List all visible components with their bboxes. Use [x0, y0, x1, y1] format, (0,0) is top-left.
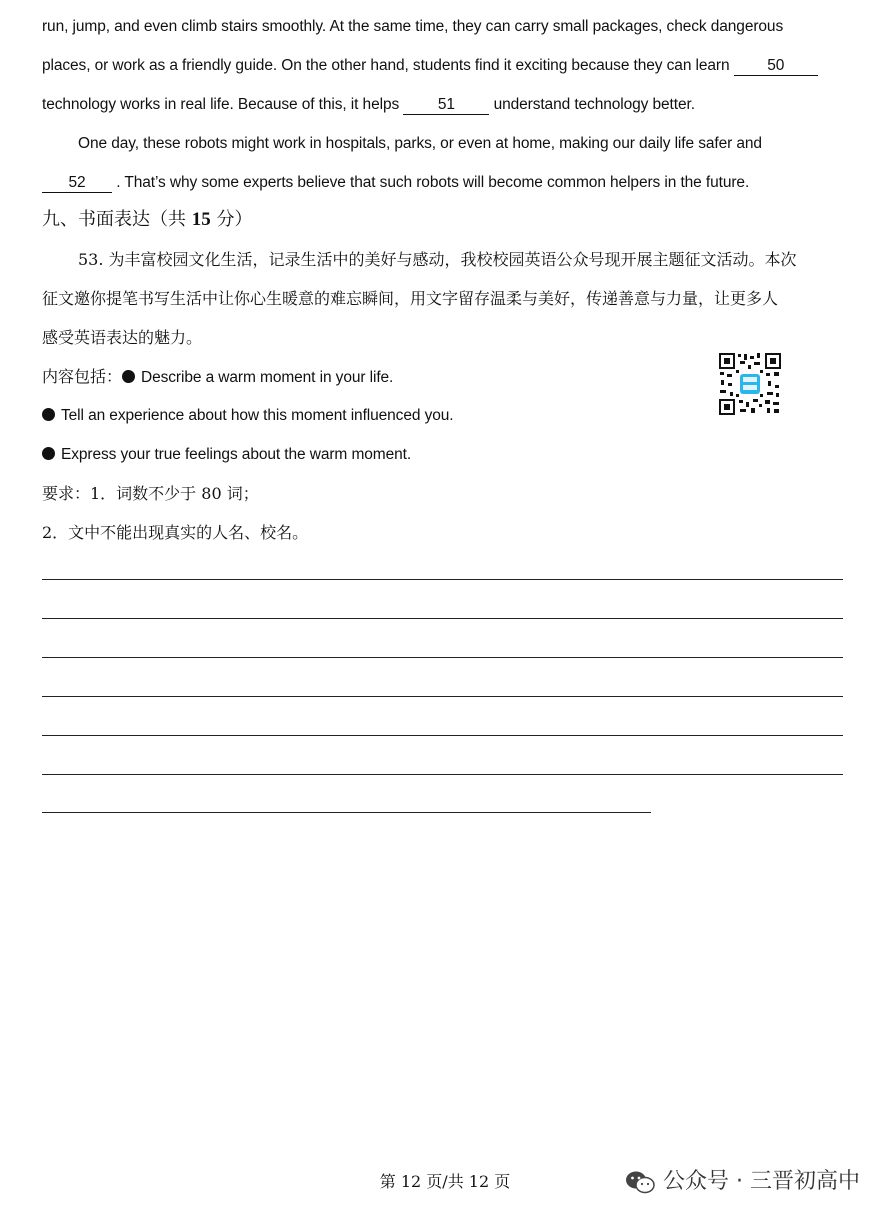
task-text: 征文邀你提笔书写生活中让你心生暖意的难忘瞬间，用文字留存温柔与美好，传递善意与力量，让更多人 — [42, 289, 779, 308]
bullet-text: Express your true feelings about the warm moment. — [61, 446, 412, 463]
passage-line-5 — [42, 173, 749, 193]
bullet-icon — [42, 408, 55, 421]
passage-line-3 — [42, 95, 695, 115]
content-line-1 — [42, 367, 393, 388]
section-heading — [42, 208, 252, 232]
passage-line-1 — [42, 17, 783, 37]
section-score: 15 — [191, 209, 211, 230]
task-line-1 — [78, 250, 797, 270]
section-title: 分） — [216, 209, 253, 230]
blank-52 — [42, 174, 112, 193]
bullet-text: Tell an experience about how this moment influenced you. — [61, 407, 454, 424]
requirement-text: 2．文中不能出现真实的人名、校名。 — [42, 523, 309, 542]
answer-line — [42, 618, 843, 619]
bullet-text: Describe a warm moment in your life. — [141, 369, 394, 386]
blank-number: 50 — [767, 57, 785, 74]
blank-51 — [403, 96, 489, 115]
content-line-2 — [42, 406, 453, 426]
requirement-1 — [42, 484, 259, 504]
passage-text: run, jump, and even climb stairs smoothly. At the same time, they can carry small packages, check dangerous — [42, 18, 784, 35]
bullet-icon — [42, 447, 55, 460]
qr-caption — [722, 418, 792, 423]
passage-text: technology works in real life. Because of this, it helps — [42, 96, 400, 113]
passage-text: places, or work as a friendly guide. On the other hand, students find it exciting because they can learn — [42, 57, 730, 74]
blank-number: 51 — [437, 96, 455, 113]
passage-text: . That’s why some experts believe that such robots will become common helpers in the future. — [116, 174, 750, 191]
blank-50 — [734, 57, 818, 76]
requirement-text: 要求：1．词数不少于 80 词； — [42, 484, 259, 503]
watermark — [625, 1168, 860, 1196]
qr-code-icon — [718, 352, 782, 416]
task-line-3 — [42, 328, 202, 348]
answer-line — [42, 812, 651, 813]
passage-line-4 — [78, 134, 762, 154]
content-line-3 — [42, 445, 411, 465]
answer-line — [42, 657, 843, 658]
watermark-text: 公众号 · 三晋初高中 — [663, 1169, 860, 1194]
requirement-2 — [42, 523, 308, 543]
wechat-icon — [625, 1169, 655, 1195]
bullet-icon — [122, 370, 135, 383]
answer-line — [42, 579, 843, 580]
task-line-2 — [42, 289, 778, 309]
answer-line — [42, 735, 843, 736]
passage-text: One day, these robots might work in hospitals, parks, or even at home, making our daily life safer and — [78, 135, 762, 152]
passage-text: understand technology better. — [493, 96, 695, 113]
passage-line-2 — [42, 56, 818, 76]
answer-line — [42, 696, 843, 697]
task-text: 53. 为丰富校园文化生活，记录生活中的美好与感动，我校校园英语公众号现开展主题征文活动。本次 — [78, 250, 797, 269]
blank-number: 52 — [68, 174, 86, 191]
task-text: 感受英语表达的魅力。 — [42, 328, 203, 347]
answer-line — [42, 774, 843, 775]
section-title: 九、书面表达（共 — [42, 209, 186, 230]
page-number-text: 第 12 页/共 12 页 — [379, 1172, 511, 1191]
content-label: 内容包括： — [42, 367, 123, 386]
